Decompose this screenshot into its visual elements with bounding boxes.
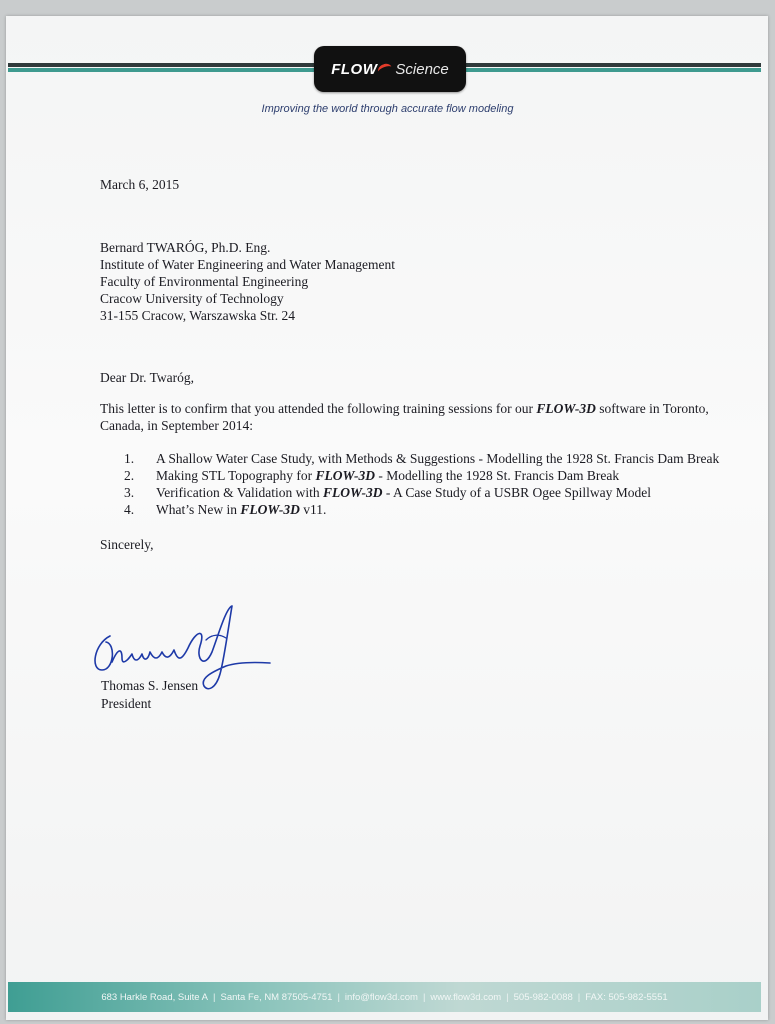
- list-number: 4.: [124, 502, 135, 517]
- footer-address: 683 Harkle Road, Suite A: [101, 991, 209, 1003]
- footer-city: Santa Fe, NM 87505-4751: [220, 991, 333, 1003]
- list-text: [156, 501, 720, 518]
- signer-name: Thomas S. Jensen: [101, 678, 199, 693]
- session-text: A Shallow Water Case Study, with Methods & Suggestions - Modelling the 1928 St. Francis Dam Break: [156, 451, 720, 466]
- footer-separator: |: [337, 991, 340, 1003]
- product-name: FLOW-3D: [240, 502, 300, 517]
- footer-separator: |: [422, 991, 426, 1003]
- footer-fax: FAX: 505-982-5551: [585, 991, 668, 1003]
- list-item: [100, 484, 720, 501]
- flow-science-logo: [314, 46, 466, 92]
- list-item: [100, 467, 720, 484]
- training-sessions-list: [100, 450, 720, 518]
- product-name: FLOW-3D: [315, 468, 376, 483]
- logo-swoosh-icon: [377, 61, 394, 76]
- company-tagline: Improving the world through accurate flow modeling: [261, 103, 514, 115]
- footer-separator: |: [213, 991, 216, 1003]
- session-text: v11.: [299, 502, 327, 517]
- list-item: [100, 501, 720, 518]
- logo-word-flow: FLOW: [331, 60, 378, 78]
- recipient-line: Institute of Water Engineering and Water Management: [100, 257, 395, 272]
- logo-word-science: Science: [395, 60, 449, 78]
- footer-website: www.flow3d.com: [430, 991, 502, 1003]
- product-name: FLOW-3D: [536, 401, 596, 416]
- body-paragraph: [100, 400, 720, 434]
- list-item: [100, 450, 720, 467]
- session-text: Verification & Validation with: [156, 485, 323, 500]
- recipient-line: Faculty of Environmental Engineering: [100, 274, 309, 289]
- list-text: [156, 484, 720, 501]
- recipient-line: Bernard TWARÓG, Ph.D. Eng.: [100, 240, 271, 255]
- list-number: 2.: [124, 468, 135, 483]
- body-prefix: This letter is to confirm that you attended the following training sessions for our: [100, 401, 537, 416]
- session-text: - Modelling the 1928 St. Francis Dam Break: [375, 468, 620, 483]
- recipient-line: Cracow University of Technology: [100, 291, 284, 306]
- recipient-line: 31-155 Cracow, Warszawska Str. 24: [100, 308, 295, 323]
- footer-email: info@flow3d.com: [344, 991, 418, 1003]
- body-suffix: software in Toronto, Canada, in September 2014:: [100, 401, 709, 433]
- list-number: 3.: [124, 485, 135, 500]
- list-number: 1.: [124, 451, 135, 466]
- salutation: Dear Dr. Twaróg,: [100, 370, 195, 385]
- letter-date: March 6, 2015: [100, 177, 180, 192]
- closing: Sincerely,: [100, 537, 154, 552]
- list-text: [156, 450, 720, 467]
- session-text: Making STL Topography for: [156, 468, 316, 483]
- footer-phone: 505-982-0088: [513, 991, 573, 1003]
- list-text: [156, 467, 720, 484]
- letterhead-footer: [8, 982, 761, 1012]
- signer-block: [101, 677, 198, 713]
- letter-body: [100, 176, 720, 553]
- recipient-address: [100, 239, 720, 324]
- session-text: - A Case Study of a USBR Ogee Spillway Model: [382, 485, 651, 500]
- footer-separator: |: [577, 991, 581, 1003]
- product-name: FLOW-3D: [322, 485, 383, 500]
- signer-title: President: [101, 696, 152, 711]
- footer-separator: |: [506, 991, 509, 1003]
- session-text: What’s New in: [156, 502, 241, 517]
